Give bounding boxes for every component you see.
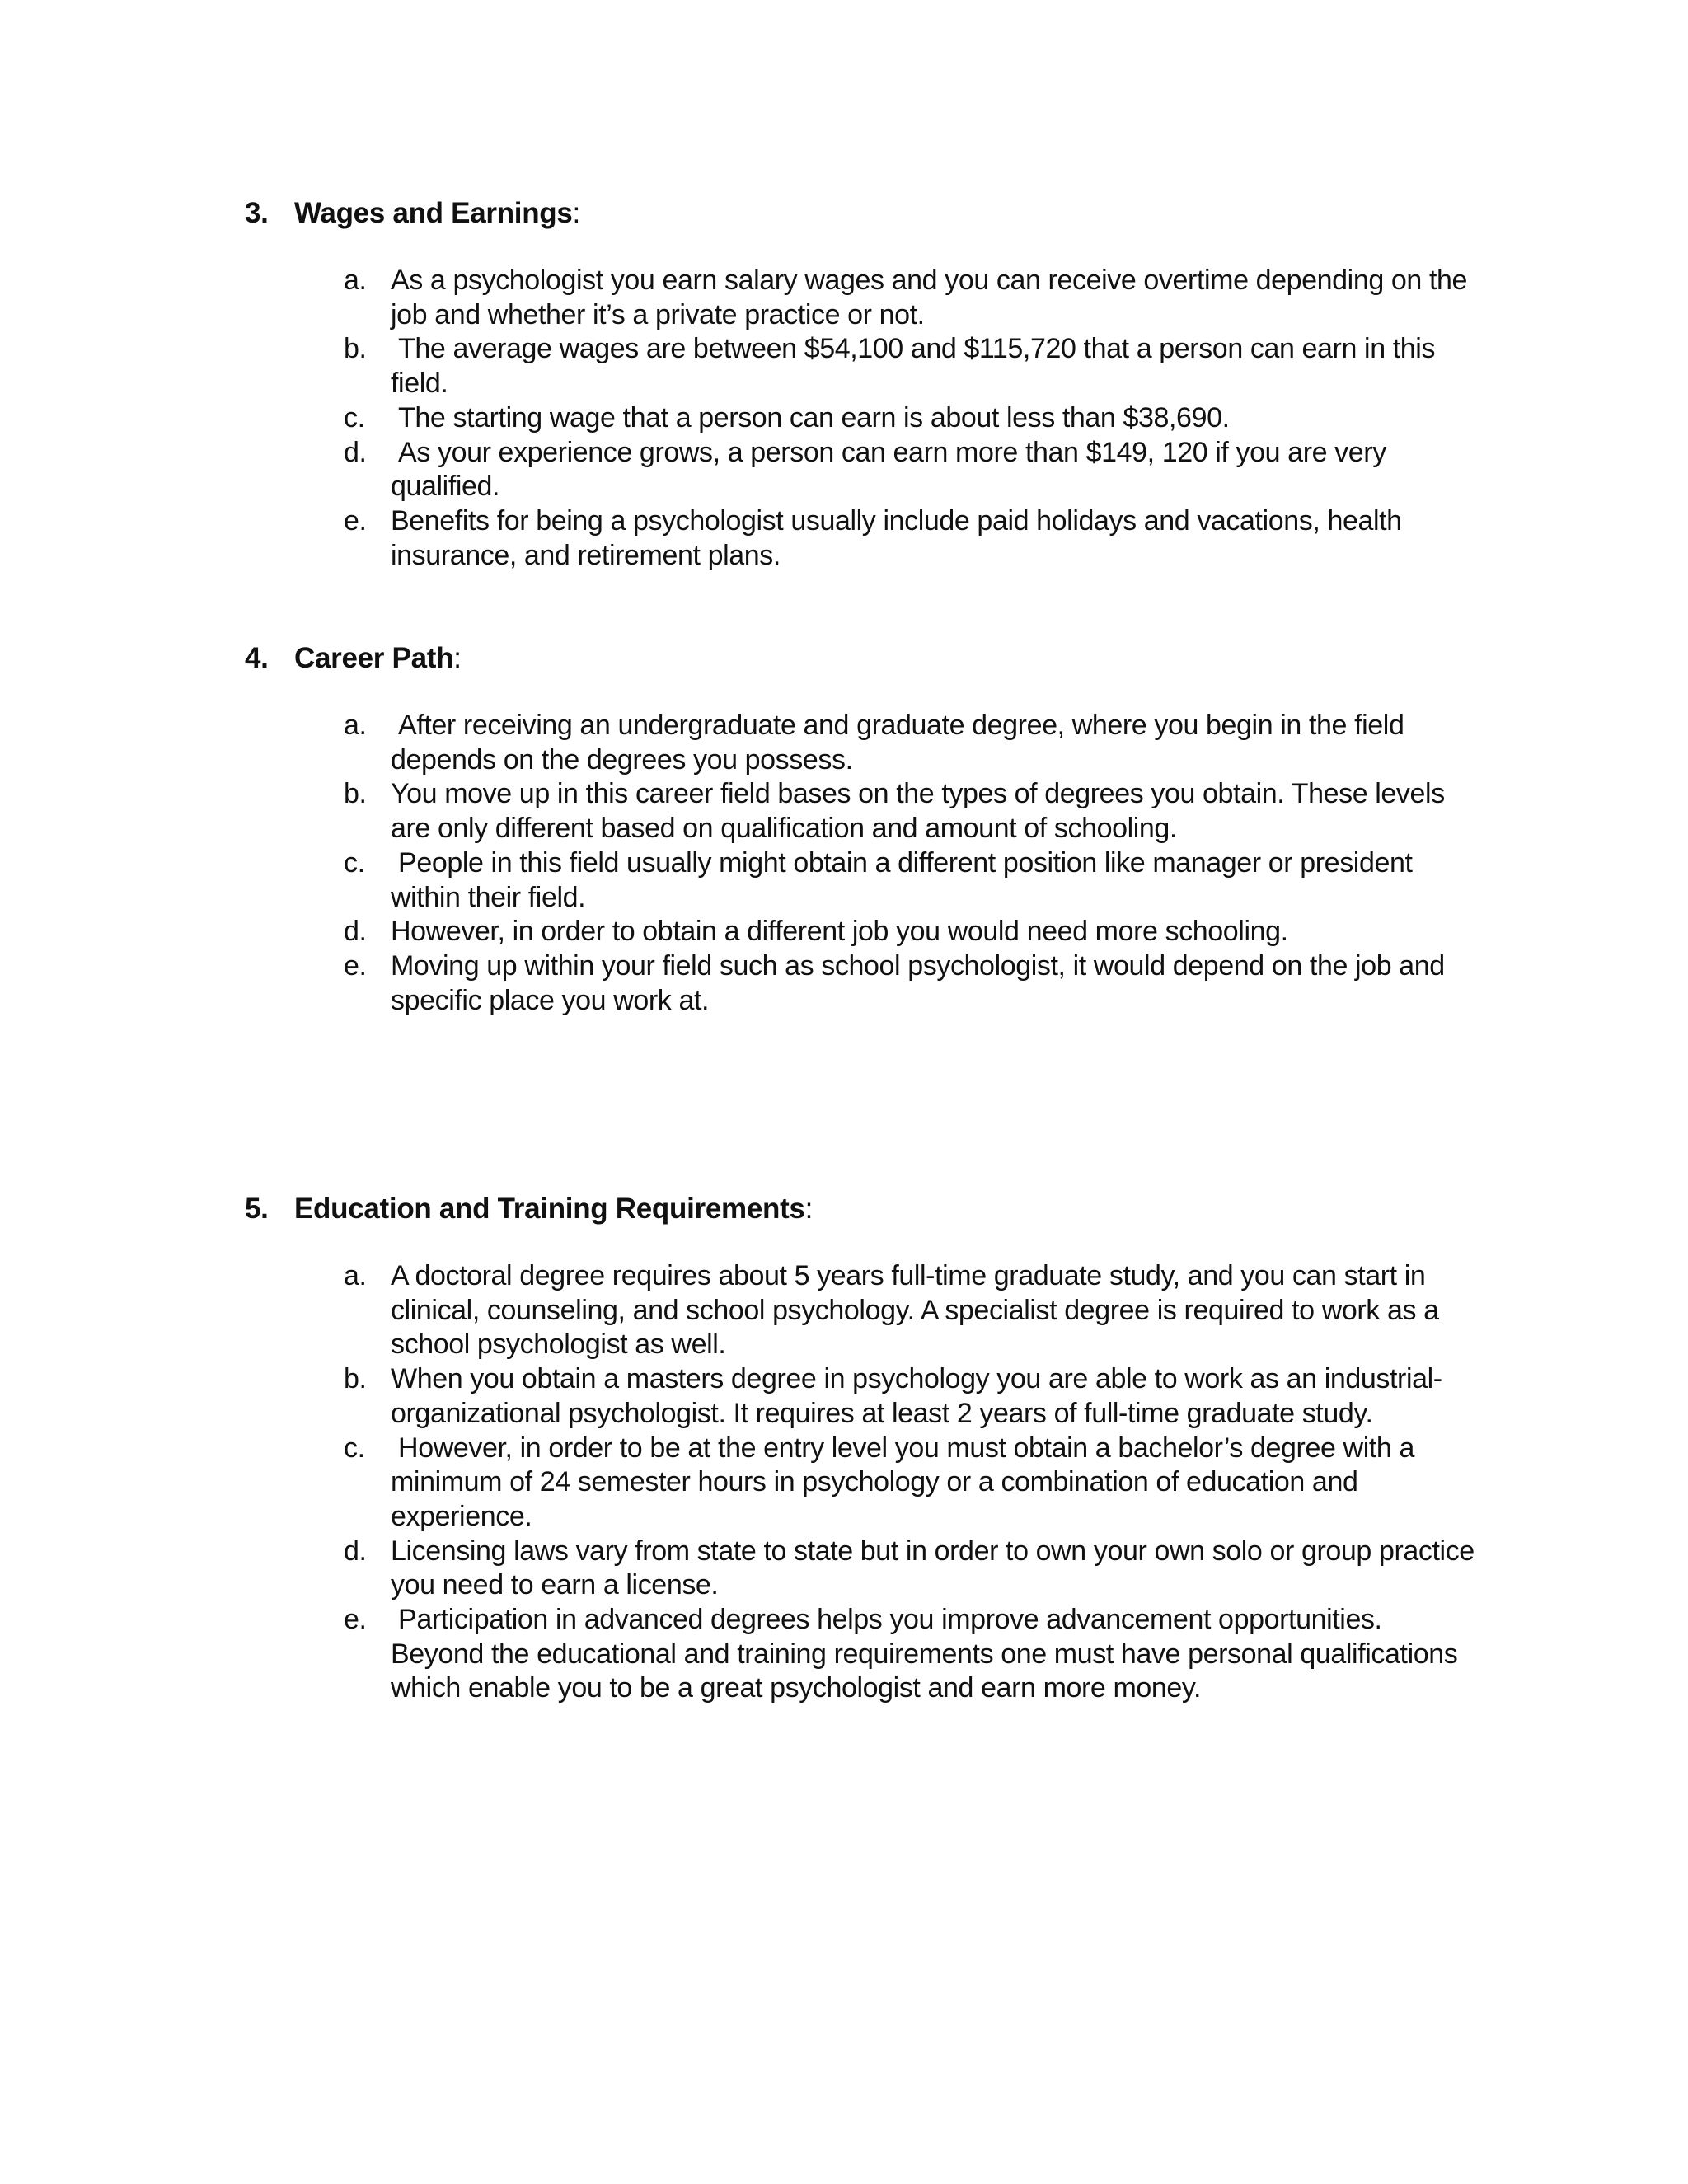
list-item-text: However, in order to obtain a different job you would need more schooling.: [391, 916, 1288, 948]
list-item: [245, 1603, 1481, 1706]
section-heading: [245, 196, 1481, 231]
list-item-text: Participation in advanced degrees helps you improve advancement opportunities. Beyond the educational and training requirements one must have personal qualifications which enable you to be a great psychologist and earn more money.: [391, 1604, 1465, 1704]
list-item: [245, 504, 1481, 573]
section-education-and-training: [245, 1192, 1481, 1706]
section-number: 4.: [245, 642, 269, 674]
list-item-marker: e.: [344, 1604, 367, 1636]
list-item: [245, 1535, 1481, 1603]
section-heading: [245, 641, 1481, 676]
list-item-marker: b.: [344, 778, 367, 810]
list-item-text: The starting wage that a person can earn is about less than $38,690.: [391, 401, 1230, 434]
list-item-text: As a psychologist you earn salary wages and you can receive overtime depending on the job and whether it’s a private practice or not.: [391, 265, 1475, 330]
list-item-text: Benefits for being a psychologist usually include paid holidays and vacations, health insurance, and retirement plans.: [391, 504, 1409, 571]
section-item-list: [245, 1259, 1481, 1706]
list-item-marker: c.: [344, 1432, 365, 1464]
list-item: [245, 709, 1481, 777]
list-item-text: People in this field usually might obtain a different position like manager or president within their field.: [391, 846, 1420, 913]
list-item-text: The average wages are between $54,100 and $115,720 that a person can earn in this field.: [391, 333, 1443, 400]
list-item-text: You move up in this career field bases on the types of degrees you obtain. These levels are only different based on qualification and amount of schooling.: [391, 778, 1452, 845]
list-item: [245, 436, 1481, 504]
list-item-marker: c.: [344, 401, 365, 434]
list-item: [245, 401, 1481, 436]
section-title: Career Path: [294, 642, 454, 674]
list-item-text: A doctoral degree requires about 5 years full-time graduate study, and you can start in clinical, counseling, and school psychology. A specialist degree is required to work as a school psychologist as well.: [391, 1260, 1447, 1361]
section-number: 5.: [245, 1193, 269, 1225]
list-item-marker: d.: [344, 916, 367, 948]
list-item-text: Licensing laws vary from state to state but in order to own your own solo or group practice you need to earn a license.: [391, 1535, 1482, 1601]
list-item-marker: e.: [344, 949, 367, 982]
list-item-text: After receiving an undergraduate and graduate degree, where you begin in the field depends on the degrees you possess.: [391, 710, 1412, 776]
list-item-marker: b.: [344, 1363, 367, 1395]
list-item: [245, 949, 1481, 1018]
list-item-marker: a.: [344, 265, 367, 296]
list-item: [245, 332, 1481, 401]
section-item-list: [245, 709, 1481, 1018]
list-item-marker: a.: [344, 1260, 367, 1291]
list-item: [245, 846, 1481, 915]
section-colon: :: [804, 1193, 814, 1225]
list-item-text: However, in order to be at the entry level you must obtain a bachelor’s degree with a minimum of 24 semester hours in psychology or a combination of education and experience.: [391, 1432, 1423, 1532]
list-item-marker: b.: [344, 333, 367, 365]
list-item-marker: c.: [344, 846, 365, 879]
list-item-text: When you obtain a masters degree in psychology you are able to work as an industrial-organizational psychologist. It requires at least 2 years of full-time graduate study.: [391, 1363, 1442, 1429]
list-item: [245, 1259, 1481, 1362]
section-career-path: [245, 641, 1481, 1018]
list-item: [245, 915, 1481, 949]
list-item-text: As your experience grows, a person can earn more than $149, 120 if you are very qualified.: [391, 436, 1394, 503]
section-title: Wages and Earnings: [294, 197, 573, 229]
list-item-text: Moving up within your field such as school psychologist, it would depend on the job and specific place you work at.: [391, 949, 1452, 1016]
section-heading: [245, 1192, 1481, 1226]
section-colon: :: [453, 642, 462, 674]
section-wages-and-earnings: [245, 196, 1481, 573]
section-colon: :: [572, 197, 580, 229]
list-item-marker: d.: [344, 436, 367, 468]
section-title: Education and Training Requirements: [294, 1193, 805, 1225]
list-item: [245, 777, 1481, 846]
list-item: [245, 1362, 1481, 1431]
list-item: [245, 264, 1481, 332]
list-item: [245, 1432, 1481, 1535]
section-item-list: [245, 264, 1481, 573]
list-item-marker: d.: [344, 1535, 367, 1567]
list-item-marker: a.: [344, 710, 367, 741]
section-number: 3.: [245, 197, 269, 229]
list-item-marker: e.: [344, 504, 367, 537]
